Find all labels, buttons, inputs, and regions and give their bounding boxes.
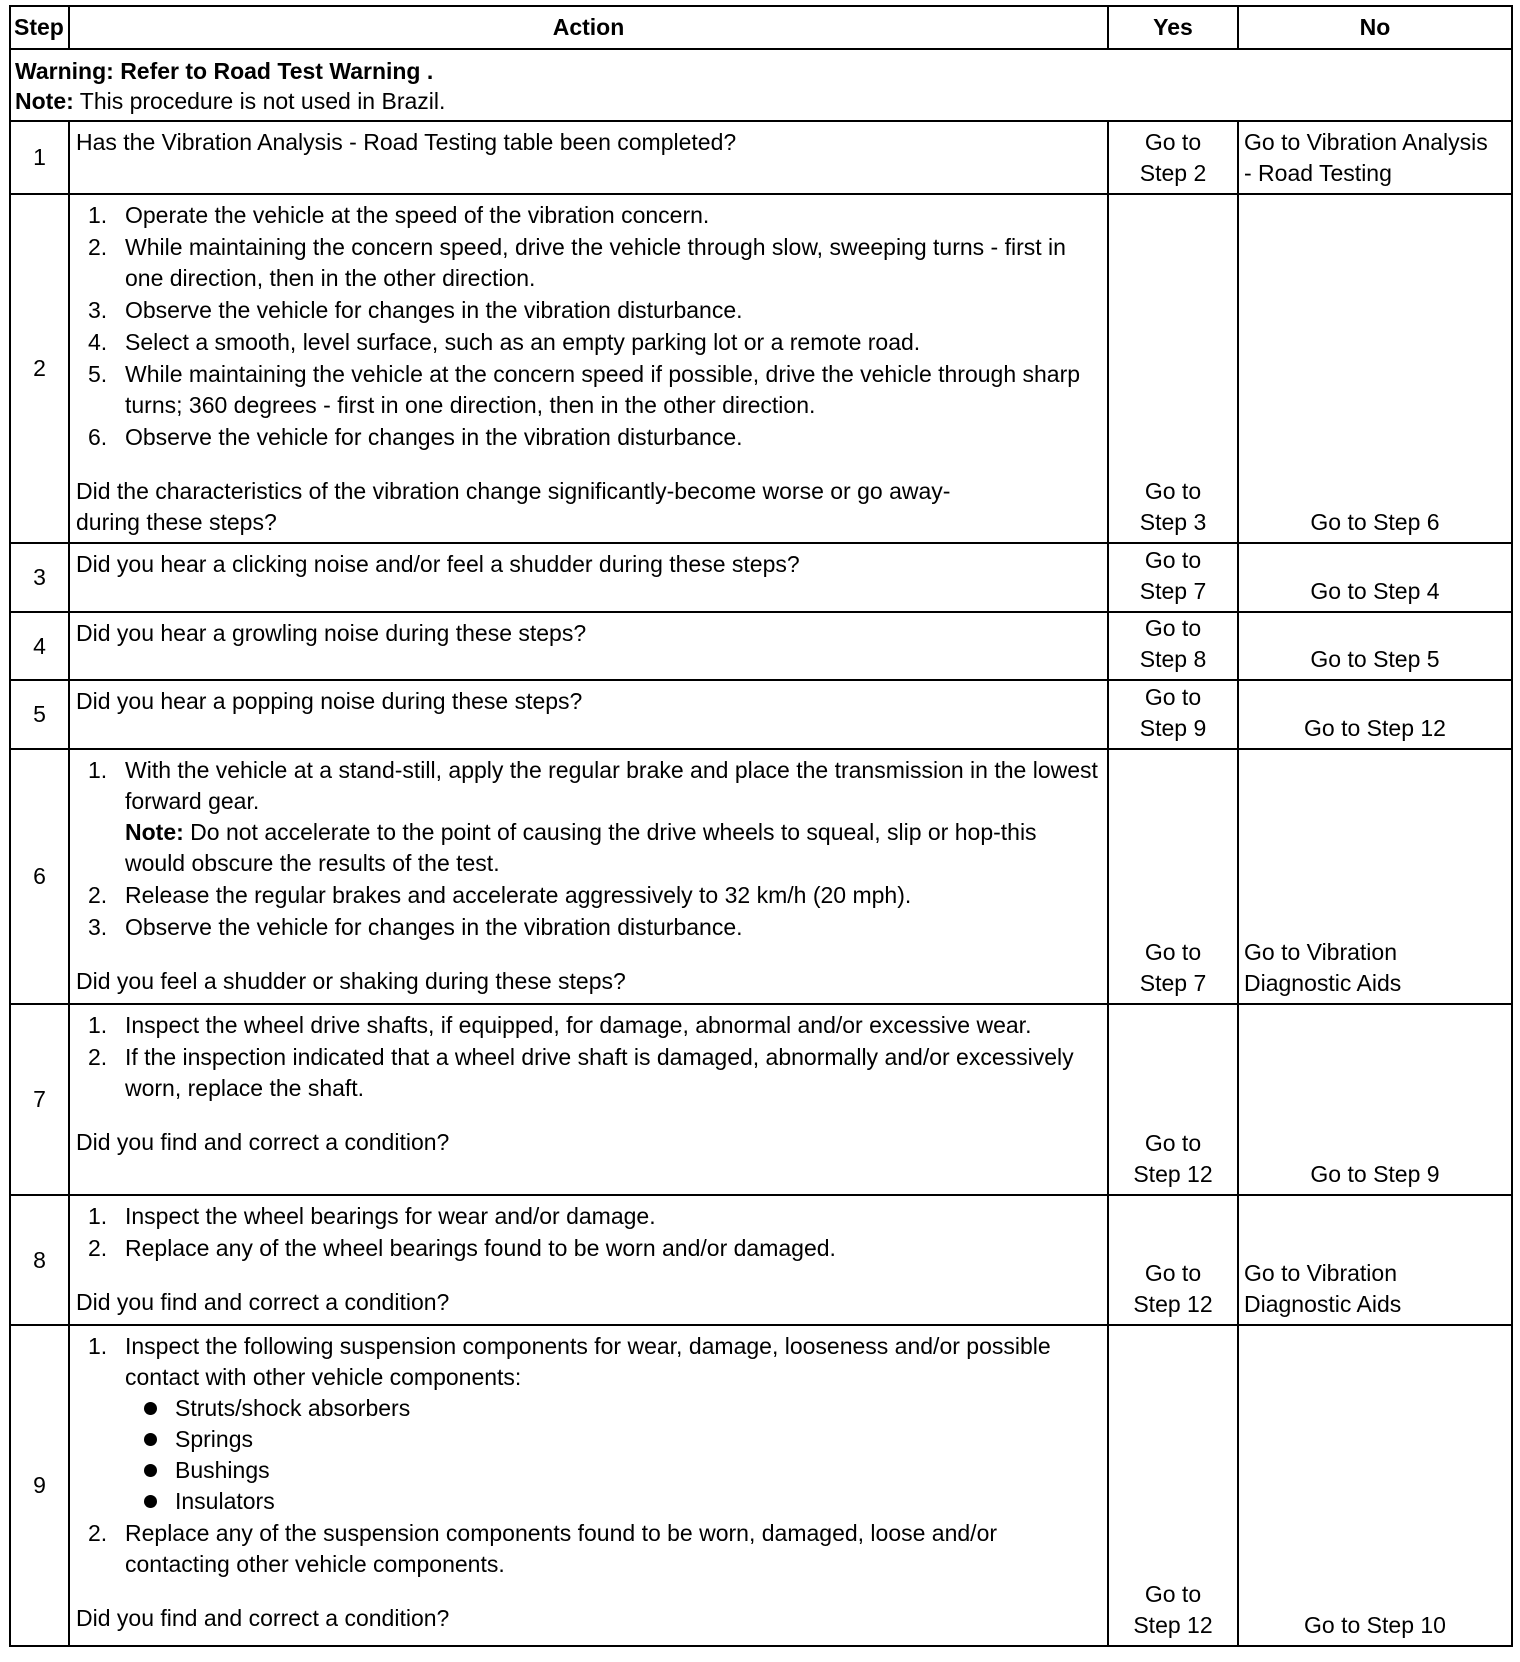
no-target: Diagnostic Aids [1244, 1291, 1402, 1317]
procedure-list [76, 755, 1101, 943]
table-row [10, 194, 1512, 543]
yes-line: Go to [1144, 547, 1202, 573]
yes-target: Step 12 [1133, 1612, 1213, 1638]
list-item: 2. Release the regular brakes and accelerate aggressively to 32 km/h (20 mph). [88, 882, 912, 908]
step-number: 4 [10, 612, 69, 680]
table-row [10, 680, 1512, 749]
no-target: Go to Step 5 [1310, 646, 1440, 672]
yes-line: Go to [1144, 129, 1202, 155]
step-number: 1 [10, 121, 69, 194]
question-text: Did you feel a shudder or shaking during these steps? [76, 968, 626, 994]
no-cell[interactable] [1238, 1325, 1512, 1646]
header-no: No [1238, 6, 1512, 49]
table-row [10, 121, 1512, 194]
note-line [15, 86, 1507, 116]
yes-line: Go to [1144, 478, 1202, 504]
table-row [10, 1195, 1512, 1325]
list-item: 2. Replace any of the wheel bearings found to be worn and/or damaged. [88, 1235, 836, 1261]
table-row [10, 612, 1512, 680]
list-item: 1. Inspect the wheel bearings for wear and/or damage. [88, 1203, 656, 1229]
bullet-icon [144, 1402, 157, 1415]
header-yes: Yes [1108, 6, 1238, 49]
list-item: 1. Operate the vehicle at the speed of the vibration concern. [88, 202, 710, 228]
yes-cell[interactable] [1108, 543, 1238, 612]
header-action: Action [69, 6, 1108, 49]
bullet-item: Insulators [125, 1486, 1101, 1517]
inline-note: Note: Do not accelerate to the point of causing the drive wheels to squeal, slip or hop-this would obscure the results of the test. [125, 819, 1037, 876]
list-item: 2. If the inspection indicated that a wheel drive shaft is damaged, abnormally and/or excessively worn, replace the shaft. [88, 1044, 1074, 1101]
no-cell[interactable] [1238, 121, 1512, 194]
warning-label: Warning: [15, 58, 114, 84]
no-cell[interactable] [1238, 1004, 1512, 1195]
procedure-list [76, 1010, 1101, 1104]
list-item: 5. While maintaining the vehicle at the concern speed if possible, drive the vehicle through sharp turns; 360 degrees - first in one direction, then in the other direction. [88, 361, 1081, 418]
question-text: Did you find and correct a condition? [76, 1129, 450, 1155]
action-cell [69, 680, 1108, 749]
yes-line: Go to [1144, 1260, 1202, 1286]
list-item: 1. With the vehicle at a stand-still, apply the regular brake and place the transmission in the lowest forward gear. Note: Do not accelerate to the point of causing the drive wheels to squeal, slip or hop-this would obscure the results of the test. [76, 755, 1101, 879]
yes-target: Step 9 [1139, 715, 1207, 741]
no-target: - Road Testing [1244, 160, 1392, 186]
table-row [10, 749, 1512, 1004]
warning-link[interactable]: Refer to Road Test Warning . [120, 58, 434, 84]
yes-target: Step 3 [1139, 509, 1207, 535]
warning-line [15, 56, 1507, 86]
step-number: 7 [10, 1004, 69, 1195]
list-item: 6. Observe the vehicle for changes in the vibration disturbance. [88, 424, 743, 450]
no-target: Go to Step 10 [1304, 1612, 1446, 1638]
question-text: Did you find and correct a condition? [76, 1605, 450, 1631]
no-line: Go to Vibration Analysis [1244, 129, 1488, 155]
table-row [10, 1325, 1512, 1646]
yes-line: Go to [1144, 615, 1202, 641]
action-cell [69, 1195, 1108, 1325]
yes-target: Step 7 [1139, 970, 1207, 996]
no-line: Go to Vibration [1244, 1260, 1398, 1286]
note-label: Note: [15, 88, 74, 114]
table-row [10, 543, 1512, 612]
yes-target: Step 12 [1133, 1161, 1213, 1187]
no-target: Go to Step 12 [1304, 715, 1446, 741]
question-text: Has the Vibration Analysis - Road Testing table been completed? [76, 129, 737, 155]
action-cell [69, 1004, 1108, 1195]
yes-target: Step 12 [1133, 1291, 1213, 1317]
bullet-item: Springs [125, 1424, 1101, 1455]
list-item: 3. Observe the vehicle for changes in the vibration disturbance. [88, 297, 743, 323]
no-cell[interactable] [1238, 612, 1512, 680]
step-number: 3 [10, 543, 69, 612]
no-cell[interactable] [1238, 194, 1512, 543]
procedure-list [76, 200, 1101, 453]
procedure-list [76, 1331, 1101, 1580]
list-item: 2. While maintaining the concern speed, drive the vehicle through slow, sweeping turns - first in one direction, then in the other direction. [88, 234, 1066, 291]
yes-target: Step 8 [1139, 646, 1207, 672]
yes-line: Go to [1144, 939, 1202, 965]
table-row [10, 1004, 1512, 1195]
question-text: Did you hear a growling noise during these steps? [76, 620, 587, 646]
yes-cell[interactable] [1108, 1325, 1238, 1646]
no-line: Go to Vibration [1244, 939, 1398, 965]
step-number: 9 [10, 1325, 69, 1646]
list-item: 2. Replace any of the suspension components found to be worn, damaged, loose and/or contacting other vehicle components. [88, 1520, 998, 1577]
warning-row [10, 49, 1512, 121]
yes-line: Go to [1144, 684, 1202, 710]
diagnostic-table [9, 5, 1513, 1647]
bullet-item: Bushings [125, 1455, 1101, 1486]
no-cell[interactable] [1238, 543, 1512, 612]
list-item: 4. Select a smooth, level surface, such as an empty parking lot or a remote road. [88, 329, 921, 355]
yes-line: Go to [1144, 1581, 1202, 1607]
question-text: Did the characteristics of the vibration change significantly-become worse or go away-during these steps? [76, 478, 951, 535]
action-cell [69, 543, 1108, 612]
question-text: Did you find and correct a condition? [76, 1289, 450, 1315]
no-target: Go to Step 4 [1310, 578, 1440, 604]
no-target: Diagnostic Aids [1244, 970, 1402, 996]
note-text: This procedure is not used in Brazil. [79, 88, 446, 114]
yes-cell[interactable] [1108, 194, 1238, 543]
yes-target: Step 7 [1139, 578, 1207, 604]
yes-line: Go to [1144, 1130, 1202, 1156]
no-cell[interactable] [1238, 1195, 1512, 1325]
action-cell [69, 1325, 1108, 1646]
yes-cell[interactable] [1108, 121, 1238, 194]
list-item: 1. Inspect the following suspension components for wear, damage, looseness and/or possible contact with other vehicle components: Struts/shock absorbers Springs Bushings Insulators [76, 1331, 1101, 1517]
procedure-list [76, 1201, 1101, 1264]
yes-target: Step 2 [1139, 160, 1207, 186]
yes-cell[interactable] [1108, 612, 1238, 680]
question-text: Did you hear a popping noise during these steps? [76, 688, 583, 714]
yes-cell[interactable] [1108, 749, 1238, 1004]
bullet-item: Struts/shock absorbers [125, 1393, 1101, 1424]
yes-cell[interactable] [1108, 1195, 1238, 1325]
warning-cell [10, 49, 1512, 121]
no-cell[interactable] [1238, 749, 1512, 1004]
no-target: Go to Step 6 [1310, 509, 1440, 535]
step-number: 2 [10, 194, 69, 543]
yes-cell[interactable] [1108, 1004, 1238, 1195]
bullet-icon [144, 1433, 157, 1446]
action-cell [69, 612, 1108, 680]
no-cell[interactable] [1238, 680, 1512, 749]
action-cell [69, 194, 1108, 543]
yes-cell[interactable] [1108, 680, 1238, 749]
no-target: Go to Step 9 [1310, 1161, 1440, 1187]
header-row [10, 6, 1512, 49]
step-number: 5 [10, 680, 69, 749]
question-text: Did you hear a clicking noise and/or feel a shudder during these steps? [76, 551, 800, 577]
step-number: 6 [10, 749, 69, 1004]
action-cell [69, 749, 1108, 1004]
step-number: 8 [10, 1195, 69, 1325]
action-cell [69, 121, 1108, 194]
list-item: 3. Observe the vehicle for changes in the vibration disturbance. [88, 914, 743, 940]
bullet-icon [144, 1495, 157, 1508]
bullet-icon [144, 1464, 157, 1477]
list-item: 1. Inspect the wheel drive shafts, if equipped, for damage, abnormal and/or excessive wear. [88, 1012, 1032, 1038]
header-step: Step [10, 6, 69, 49]
component-list [125, 1393, 1101, 1517]
